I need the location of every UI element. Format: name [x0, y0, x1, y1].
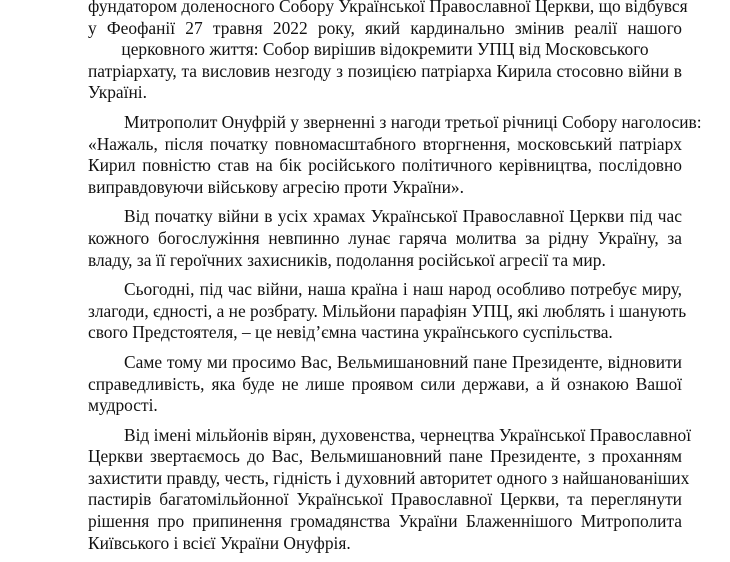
- text-line: Київського і всієї України Онуфрія.: [88, 532, 351, 553]
- text-line: у Феофанії 27 травня 2022 року, який кардинально змінив реалії нашого: [88, 17, 682, 38]
- text-line: виправдовуючи військову агресію проти України».: [88, 176, 464, 197]
- text-line: свого Предстоятеля, – це невід’ємна частина українського суспільства.: [88, 322, 613, 343]
- letter-body: [88, 0, 702, 562]
- text-line: Сьогодні, під час війни, наша країна і наш народ особливо потребує миру,: [124, 279, 682, 300]
- text-line: Україні.: [88, 82, 147, 103]
- text-line: справедливість, яка буде не лише проявом сили держави, а й ознакою Вашої: [88, 373, 682, 394]
- text-line: церковного життя: Собор вирішив відокремити УПЦ від Московського: [121, 39, 649, 60]
- text-line: Саме тому ми просимо Вас, Вельмишановний пане Президенте, відновити: [124, 351, 682, 372]
- text-line: злагоди, єдності, а не розбрату. Мільйони парафіян УПЦ, які люблять і шанують: [88, 300, 687, 321]
- text-line: рішення про припинення громадянства України Блаженнішого Митрополита: [88, 511, 682, 532]
- text-line: кожного богослужіння невпинно лунає гаряча молитва за рідну Україну, за: [88, 227, 682, 248]
- text-line: мудрості.: [88, 395, 158, 416]
- paragraph: [88, 206, 682, 271]
- paragraph: [88, 111, 702, 198]
- text-line: Кирил повністю став на бік російського політичного керівництва, послідовно: [88, 155, 682, 176]
- text-line: владу, за її героїчних захисників, подолання російської агресії та мир.: [88, 249, 606, 270]
- text-line: Церкви звертаємось до Вас, Вельмишановний пане Президенте, з проханням: [88, 446, 682, 467]
- text-line: пастирів багатомільйонної Української Православної Церкви, та переглянути: [88, 489, 682, 510]
- paragraph: [88, 0, 688, 104]
- text-line: фундатором доленосного Собору Української Православної Церкви, що відбувся: [88, 0, 688, 16]
- text-line: захистити правду, честь, гідність і духовний авторитет одного з найшанованіших: [88, 467, 690, 488]
- paragraph: [88, 279, 687, 344]
- text-line: Від імені мільйонів вірян, духовенства, чернецтва Української Православної: [124, 424, 692, 445]
- text-line: Від початку війни в усіх храмах Української Православної Церкви під час: [124, 206, 682, 227]
- paragraph: [88, 352, 682, 417]
- text-line: Митрополит Онуфрій у зверненні з нагоди третьої річниці Собору наголосив:: [124, 111, 702, 132]
- paragraph: [88, 424, 692, 555]
- text-line: «Нажаль, після початку повномасштабного вторгнення, московський патріарх: [88, 133, 682, 154]
- text-line: патріархату, та висловив незгоду з позицією патріарха Кирила стосовно війни в: [88, 60, 682, 81]
